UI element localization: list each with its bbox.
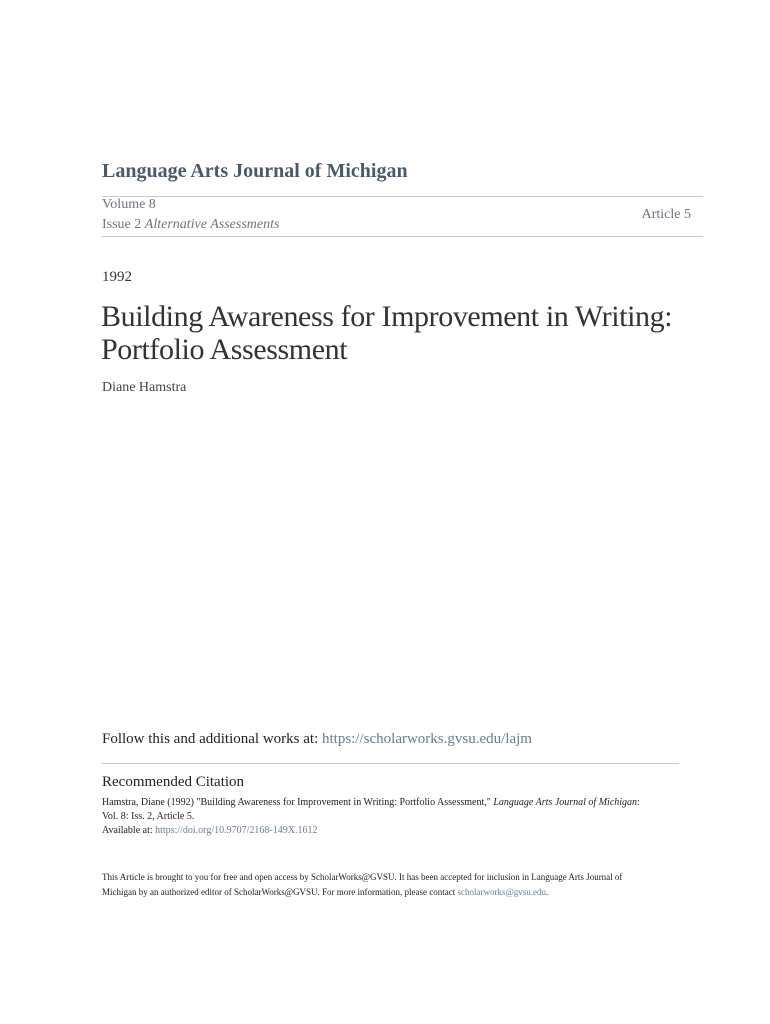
citation-text: Hamstra, Diane (1992) "Building Awareness for Improvement in Writing: Portfolio Assessment," [102,797,494,808]
footer-period: . [546,887,549,897]
citation-line-2: Vol. 8: Iss. 2, Article 5. [102,811,195,822]
contact-email-link[interactable]: scholarworks@gvsu.edu [457,887,547,897]
citation-line-1 [102,797,640,808]
issue-label [102,217,279,233]
citation-line-3 [102,825,317,836]
article-title-line-2: Portfolio Assessment [101,333,348,366]
header-divider-bottom [102,236,703,237]
journal-title: Language Arts Journal of Michigan [102,160,408,182]
citation-colon: : [637,797,640,808]
footer-line-1: This Article is brought to you for free and open access by ScholarWorks@GVSU. It has been accepted for inclusion in Language Arts Journal of [102,872,623,882]
author-name: Diane Hamstra [102,380,187,395]
follow-link[interactable]: https://scholarworks.gvsu.edu/lajm [321,731,532,747]
available-at-label: Available at: [102,825,156,836]
issue-prefix: Issue 2 [102,217,145,232]
article-title-line-1: Building Awareness for Improvement in Writing: [101,300,673,333]
follow-line [102,731,532,748]
article-number: Article 5 [641,207,691,222]
follow-label: Follow this and additional works at: [102,731,322,747]
footer-text: Michigan by an authorized editor of ScholarWorks@GVSU. For more information, please contact [102,887,458,897]
doi-link[interactable]: https://doi.org/10.9707/2168-149X.1612 [155,825,318,836]
citation-journal-name: Language Arts Journal of Michigan [493,797,638,808]
citation-divider [102,763,679,764]
header-divider-top [102,196,703,197]
article-title [101,300,701,366]
volume-label: Volume 8 [102,197,156,212]
issue-name: Alternative Assessments [144,217,280,232]
recommended-citation-heading: Recommended Citation [102,774,245,790]
footer-line-2 [102,887,548,897]
publication-year: 1992 [102,269,132,285]
